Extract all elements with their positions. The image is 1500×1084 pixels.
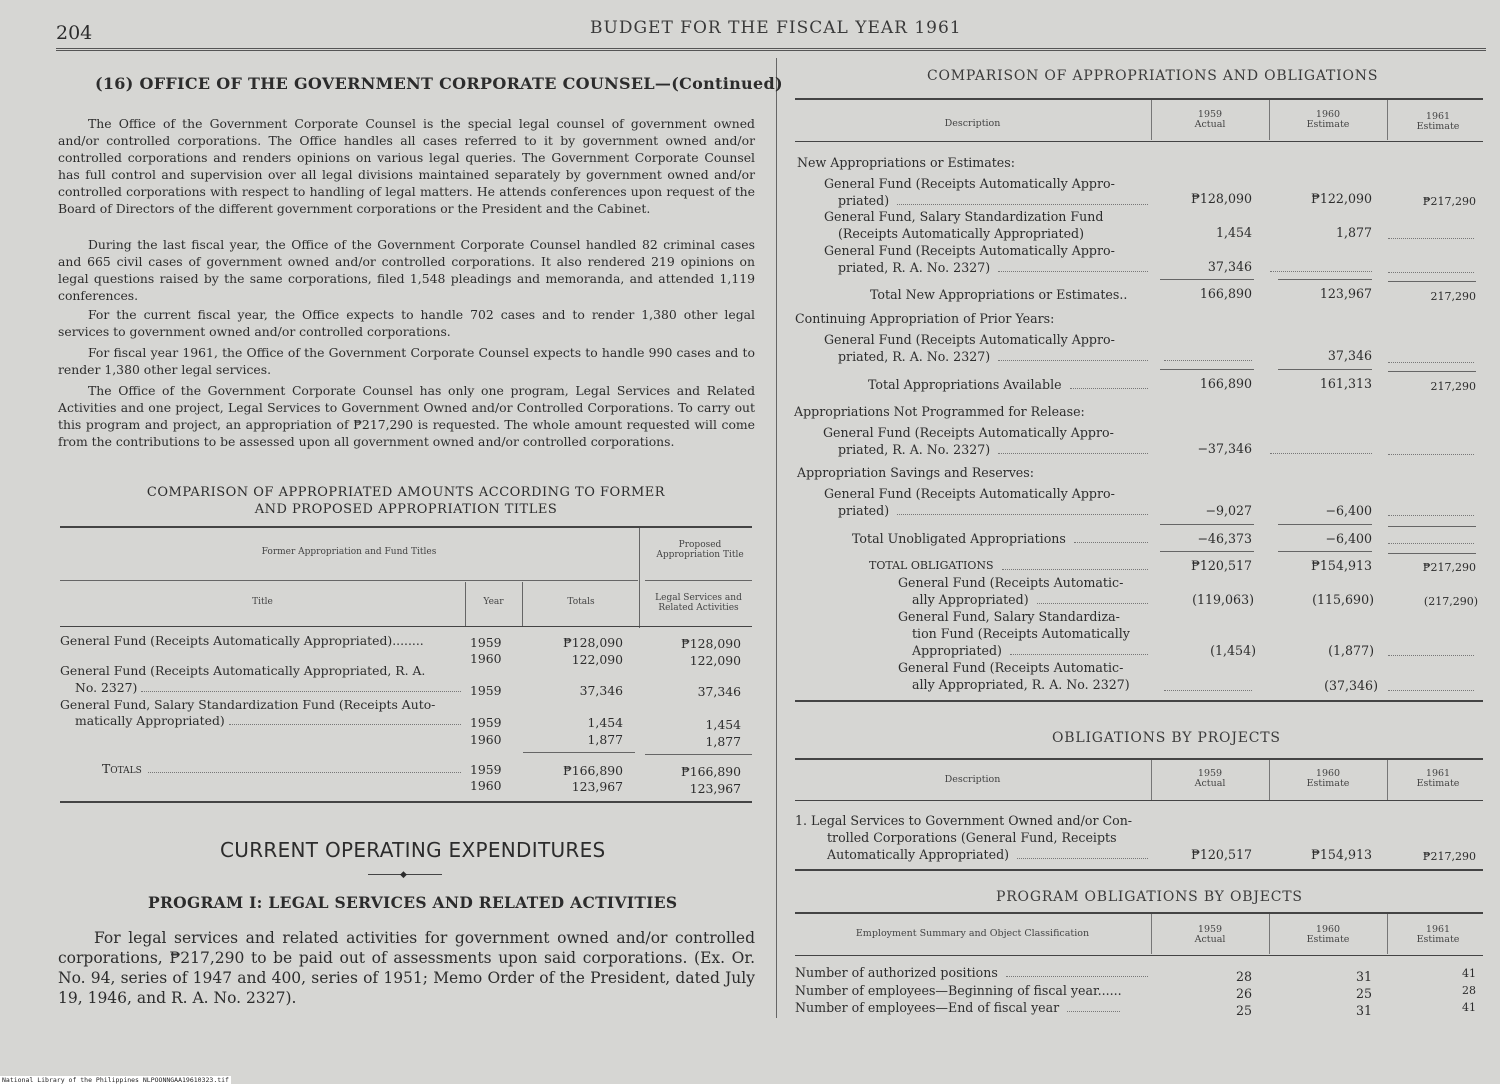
o2-1959: (1,454) bbox=[1210, 643, 1256, 658]
leader-dots bbox=[897, 502, 1148, 515]
r1-1959: ₱128,090 bbox=[1191, 191, 1252, 206]
r3-1960-blank bbox=[1270, 271, 1372, 272]
sum-rule bbox=[1160, 551, 1254, 552]
e3-1961: 41 bbox=[1462, 1001, 1476, 1014]
r4-1961-blank bbox=[1388, 362, 1474, 363]
r2-desc-b: (Receipts Automatically Appropriated) bbox=[838, 226, 1085, 241]
sum-rule bbox=[1278, 524, 1372, 525]
sum-rule bbox=[1278, 369, 1372, 370]
paragraph-1: The Office of the Government Corporate Counsel is the special legal counsel of government owned and/or controlled corporations. The Office handles all cases referred to it by government owned and/or controlled corporations and renders opinions on various legal queries. The Government Corporate Counsel has full control and supervision over all legal divisions maintained separately by government owned and/or controlled corporations with respect to handling of legal matters. He attends conferences upon request of the Board of Directors of the different government corporations or the President and the Cabinet. bbox=[58, 116, 755, 216]
obj-col-1960-year: 1960 bbox=[1315, 924, 1341, 935]
row4-legal: 1,454 bbox=[705, 717, 741, 732]
total-available-1961: 217,290 bbox=[1430, 380, 1476, 393]
comparison-title-line1: COMPARISON OF APPROPRIATED AMOUNTS ACCORDING TO FORMER bbox=[146, 485, 666, 500]
row4-year: 1959 bbox=[470, 715, 502, 730]
proj-col-1961-year: 1961 bbox=[1425, 768, 1451, 779]
o1-1961: (217,290) bbox=[1423, 595, 1478, 608]
proj-col-1961-label: Estimate bbox=[1416, 778, 1460, 789]
r4-desc-b-row bbox=[838, 348, 1148, 365]
sum-rule bbox=[523, 752, 635, 753]
r-rule bbox=[795, 758, 1483, 760]
r-rule bbox=[795, 800, 1483, 801]
r4-desc-a: General Fund (Receipts Automatically Appro- bbox=[824, 332, 1115, 347]
tot1-year: 1959 bbox=[470, 762, 502, 777]
paragraph-3: For the current fiscal year, the Office expects to handle 702 cases and to render 1,380 other legal services to government owned and/or controlled corporations. bbox=[58, 307, 755, 339]
r4-1960: 37,346 bbox=[1327, 348, 1372, 363]
total-new-1959: 166,890 bbox=[1199, 286, 1252, 301]
r5-desc-b: priated, R. A. No. 2327) bbox=[838, 442, 991, 457]
row4-total: 1,454 bbox=[587, 715, 623, 730]
tu-1961-blank bbox=[1388, 543, 1474, 544]
appropriations-table-title: COMPARISON OF APPROPRIATIONS AND OBLIGATIONS bbox=[927, 68, 1379, 84]
r-rule bbox=[795, 869, 1483, 871]
e2-1960: 25 bbox=[1355, 986, 1372, 1001]
r3-desc-b-row bbox=[838, 259, 1148, 276]
leader-dots bbox=[148, 761, 461, 773]
objects-table-title: PROGRAM OBLIGATIONS BY OBJECTS bbox=[996, 889, 1303, 905]
tot2-legal: 123,967 bbox=[689, 781, 741, 796]
tot1-legal: ₱166,890 bbox=[681, 764, 741, 779]
r1-desc-b-row bbox=[838, 192, 1148, 209]
r3-desc-b: priated, R. A. No. 2327) bbox=[838, 260, 991, 275]
e1-1960: 31 bbox=[1355, 969, 1372, 984]
row3-total: 37,346 bbox=[579, 683, 623, 698]
new-appropriations-heading: New Appropriations or Estimates: bbox=[797, 155, 1015, 170]
sum-rule bbox=[1388, 526, 1476, 527]
total-available-1960: 161,313 bbox=[1319, 376, 1372, 391]
head-legal: Legal Services and Related Activities bbox=[655, 593, 742, 613]
leader-dots bbox=[998, 441, 1148, 454]
p1-desc-c-row bbox=[827, 846, 1148, 863]
paragraph-4: For fiscal year 1961, the Office of the Government Corporate Counsel expects to handle 990 cases and to render 1,380 other legal services. bbox=[58, 345, 755, 377]
r2-1960: 1,877 bbox=[1335, 225, 1372, 240]
leader-dots bbox=[229, 713, 461, 725]
r5-1961-blank bbox=[1388, 454, 1474, 455]
tot2-year: 1960 bbox=[470, 778, 502, 793]
total-obligations-1960: ₱154,913 bbox=[1311, 558, 1372, 573]
total-obligations-label: TOTAL OBLIGATIONS bbox=[869, 559, 994, 572]
p1-1961: ₱217,290 bbox=[1422, 850, 1476, 863]
e1-row bbox=[795, 964, 1148, 981]
e1-1959: 28 bbox=[1235, 969, 1252, 984]
proj-col-1960-label: Estimate bbox=[1306, 778, 1350, 789]
leader-dots bbox=[1074, 530, 1148, 543]
r4-1959-blank bbox=[1164, 360, 1252, 361]
r-rule bbox=[795, 955, 1483, 956]
total-new-1961: 217,290 bbox=[1430, 290, 1476, 303]
row2-legal: 122,090 bbox=[689, 653, 741, 668]
leader-dots bbox=[897, 192, 1148, 205]
e2-label: Number of employees—Beginning of fiscal year...... bbox=[795, 983, 1122, 998]
total-obligations-1961: ₱217,290 bbox=[1422, 561, 1476, 574]
obj-col-1961-year: 1961 bbox=[1425, 924, 1451, 935]
col-1960-year: 1960 bbox=[1315, 109, 1341, 120]
leader-dots bbox=[1017, 846, 1148, 859]
total-unobligated-label: Total Unobligated Appropriations bbox=[852, 531, 1066, 546]
e2-1961: 28 bbox=[1462, 984, 1476, 997]
o2-desc-b: tion Fund (Receipts Automatically bbox=[912, 626, 1130, 641]
sub-rule-right bbox=[645, 580, 752, 581]
row3-title2-text: No. 2327) bbox=[75, 680, 138, 695]
o3-1961-blank bbox=[1388, 690, 1474, 691]
r3-1961-blank bbox=[1388, 272, 1474, 273]
p1-desc-c: Automatically Appropriated) bbox=[827, 847, 1010, 862]
ornament-diamond-icon: ◆ bbox=[400, 870, 407, 880]
r6-desc-a: General Fund (Receipts Automatically Appro- bbox=[824, 486, 1115, 501]
col-1959 bbox=[1152, 110, 1268, 130]
p1-1959: ₱120,517 bbox=[1191, 847, 1252, 862]
e1-1961: 41 bbox=[1462, 967, 1476, 980]
head-year: Year bbox=[483, 597, 504, 607]
row2-total: 122,090 bbox=[571, 652, 623, 667]
head-title: Title bbox=[252, 597, 273, 607]
proj-col-description: Description bbox=[944, 774, 1001, 785]
total-unobligated-1960: −6,400 bbox=[1325, 531, 1372, 546]
o2-1961-blank bbox=[1388, 655, 1474, 656]
sum-rule bbox=[1160, 369, 1254, 370]
r-rule bbox=[795, 98, 1483, 100]
program-text: For legal services and related activities for government owned and/or controlled corporations, ₱217,290 to be paid out of assessments upon said corporations. (Ex. Or. No. 94, series of 1947 and 400, series of 1951; Memo Order of the President, dated July 19, 1946, and R. A. No. 2327). bbox=[58, 929, 755, 1007]
sum-rule bbox=[1388, 281, 1476, 282]
total-obligations-row bbox=[869, 557, 1148, 574]
row4-title: General Fund, Salary Standardization Fund (Receipts Auto- bbox=[60, 697, 436, 712]
o2-desc-c-row bbox=[912, 642, 1148, 659]
sum-rule bbox=[1160, 524, 1254, 525]
sub-rule bbox=[60, 580, 638, 581]
e3-1959: 25 bbox=[1235, 1003, 1252, 1018]
obj-col-1960-label: Estimate bbox=[1306, 934, 1350, 945]
proj-col-1959-label: Actual bbox=[1194, 778, 1226, 789]
r1-1960: ₱122,090 bbox=[1311, 191, 1372, 206]
r1-desc-b: priated) bbox=[838, 193, 890, 208]
row5-year: 1960 bbox=[470, 732, 502, 747]
program-title: PROGRAM I: LEGAL SERVICES AND RELATED ACTIVITIES bbox=[148, 893, 678, 912]
o1-1959: (119,063) bbox=[1192, 592, 1254, 607]
row5-legal: 1,877 bbox=[705, 734, 741, 749]
col-description: Description bbox=[944, 118, 1001, 129]
r3-1959: 37,346 bbox=[1207, 259, 1252, 274]
proj-col-1959-year: 1959 bbox=[1197, 768, 1223, 779]
proj-col-1960 bbox=[1270, 769, 1386, 789]
paragraph-2: During the last fiscal year, the Office of the Government Corporate Counsel handled 82 criminal cases and 665 civil cases of government owned and/or controlled corporations. It also rendered 219 opinions on legal questions raised by the same corporations, filed 1,548 pleadings and memoranda, and attended 1,119 conferences. bbox=[58, 237, 755, 303]
row3-year: 1959 bbox=[470, 683, 502, 698]
p1-desc-b: trolled Corporations (General Fund, Receipts bbox=[827, 830, 1117, 845]
o3-1959-blank bbox=[1164, 690, 1252, 691]
row4-title2-text: matically Appropriated) bbox=[75, 713, 225, 728]
header-rule bbox=[56, 48, 1486, 51]
o3-desc-a: General Fund (Receipts Automatic- bbox=[898, 660, 1124, 675]
row5-total: 1,877 bbox=[587, 732, 623, 747]
total-obligations-1959: ₱120,517 bbox=[1191, 558, 1252, 573]
total-available-label: Total Appropriations Available bbox=[868, 377, 1062, 392]
proj-col-1959 bbox=[1152, 769, 1268, 789]
sum-rule bbox=[645, 754, 752, 755]
sum-rule bbox=[1388, 371, 1476, 372]
row4-title2 bbox=[75, 713, 465, 729]
r1-1961: ₱217,290 bbox=[1422, 195, 1476, 208]
r5-desc-a: General Fund (Receipts Automatically Appro- bbox=[823, 425, 1114, 440]
not-programmed-heading: Appropriations Not Programmed for Release: bbox=[794, 404, 1085, 419]
r3-desc-a: General Fund (Receipts Automatically Appro- bbox=[824, 243, 1115, 258]
leader-dots bbox=[1037, 591, 1148, 604]
o1-desc-a: General Fund (Receipts Automatic- bbox=[898, 575, 1124, 590]
r5-1959: −37,346 bbox=[1197, 441, 1252, 456]
r6-1960: −6,400 bbox=[1325, 503, 1372, 518]
total-unobligated-1959: −46,373 bbox=[1197, 531, 1252, 546]
totals-label: Totals bbox=[102, 761, 142, 776]
total-available-1959: 166,890 bbox=[1199, 376, 1252, 391]
continuing-heading: Continuing Appropriation of Prior Years: bbox=[795, 311, 1055, 326]
head-former: Former Appropriation and Fund Titles bbox=[261, 547, 437, 557]
leader-dots bbox=[1067, 999, 1120, 1012]
e3-label: Number of employees—End of fiscal year bbox=[795, 1000, 1060, 1015]
total-new-label: Total New Appropriations or Estimates.. bbox=[870, 287, 1128, 302]
row1-total: ₱128,090 bbox=[563, 635, 623, 650]
sum-rule bbox=[1160, 279, 1254, 280]
r2-1961-blank bbox=[1388, 238, 1474, 239]
col-1961 bbox=[1388, 112, 1488, 132]
r-rule bbox=[795, 912, 1483, 914]
total-new-1960: 123,967 bbox=[1319, 286, 1372, 301]
o1-1960: (115,690) bbox=[1312, 592, 1374, 607]
row3-title: General Fund (Receipts Automatically Appropriated, R. A. bbox=[60, 663, 426, 678]
savings-heading: Appropriation Savings and Reserves: bbox=[797, 465, 1034, 480]
proj-col-1961 bbox=[1388, 769, 1488, 789]
r-rule bbox=[795, 700, 1483, 702]
r6-desc-b-row bbox=[838, 502, 1148, 519]
obj-col-1961 bbox=[1388, 925, 1488, 945]
row3-title2 bbox=[75, 680, 465, 696]
o2-desc-c: Appropriated) bbox=[912, 643, 1002, 658]
col-1959-label: Actual bbox=[1194, 119, 1226, 130]
e1-label: Number of authorized positions bbox=[795, 965, 998, 980]
head-totals: Totals bbox=[567, 597, 595, 607]
totals-label-row bbox=[102, 761, 465, 777]
col-employment: Employment Summary and Object Classification bbox=[855, 928, 1090, 939]
comparison-title-line2: AND PROPOSED APPROPRIATION TITLES bbox=[254, 502, 558, 517]
sum-rule bbox=[1388, 553, 1476, 554]
obj-col-1959 bbox=[1152, 925, 1268, 945]
o1-desc-b-row bbox=[912, 591, 1148, 608]
obj-col-1959-year: 1959 bbox=[1197, 924, 1223, 935]
row2-year: 1960 bbox=[470, 651, 502, 666]
leader-dots bbox=[1070, 376, 1148, 389]
e3-1960: 31 bbox=[1355, 1003, 1372, 1018]
comparison-title bbox=[60, 484, 752, 518]
r5-desc-b-row bbox=[838, 441, 1148, 458]
tot1-total: ₱166,890 bbox=[563, 763, 623, 778]
p1-1960: ₱154,913 bbox=[1311, 847, 1372, 862]
running-head: BUDGET FOR THE FISCAL YEAR 1961 bbox=[590, 18, 962, 38]
o1-desc-b: ally Appropriated) bbox=[912, 592, 1029, 607]
proj-col-1960-year: 1960 bbox=[1315, 768, 1341, 779]
obj-col-1960 bbox=[1270, 925, 1386, 945]
leader-dots bbox=[1006, 964, 1148, 977]
section-title: (16) OFFICE OF THE GOVERNMENT CORPORATE COUNSEL—(Continued) bbox=[95, 74, 783, 93]
o2-desc-a: General Fund, Salary Standardiza- bbox=[898, 609, 1120, 624]
head-proposed: Proposed Appropriation Title bbox=[656, 540, 744, 560]
table-top-rule bbox=[60, 526, 752, 528]
e3-row bbox=[795, 999, 1120, 1016]
scan-footer: National Library of the Philippines NLPOONNGAA19610323.tif bbox=[2, 1076, 229, 1084]
head-bottom-rule bbox=[60, 626, 752, 627]
leader-dots bbox=[998, 259, 1148, 272]
row1-legal: ₱128,090 bbox=[681, 636, 741, 651]
sum-rule bbox=[1278, 279, 1372, 280]
col-1960 bbox=[1270, 110, 1386, 130]
r1-desc-a: General Fund (Receipts Automatically Appro- bbox=[824, 176, 1115, 191]
e2-1959: 26 bbox=[1235, 986, 1252, 1001]
r-rule bbox=[795, 141, 1483, 142]
obj-col-1961-label: Estimate bbox=[1416, 934, 1460, 945]
column-divider bbox=[776, 58, 777, 1018]
r4-desc-b: priated, R. A. No. 2327) bbox=[838, 349, 991, 364]
obj-col-1959-label: Actual bbox=[1194, 934, 1226, 945]
o3-1960: (37,346) bbox=[1324, 678, 1378, 693]
o3-desc-b: ally Appropriated, R. A. No. 2327) bbox=[912, 677, 1130, 692]
col-1960-label: Estimate bbox=[1306, 119, 1350, 130]
r6-desc-b: priated) bbox=[838, 503, 890, 518]
col-1959-year: 1959 bbox=[1197, 109, 1223, 120]
r5-1960-blank bbox=[1270, 453, 1372, 454]
table-bottom-rule bbox=[60, 801, 752, 803]
r2-1959: 1,454 bbox=[1215, 225, 1252, 240]
col-1961-year: 1961 bbox=[1425, 111, 1451, 122]
r6-1959: −9,027 bbox=[1205, 503, 1252, 518]
leader-dots bbox=[141, 680, 461, 692]
o2-1960: (1,877) bbox=[1328, 643, 1374, 658]
r2-desc-a: General Fund, Salary Standardization Fund bbox=[824, 209, 1104, 224]
col-rule bbox=[639, 528, 640, 628]
col-1961-label: Estimate bbox=[1416, 121, 1460, 132]
current-operating-heading: CURRENT OPERATING EXPENDITURES bbox=[220, 838, 606, 862]
r6-1961-blank bbox=[1388, 515, 1474, 516]
leader-dots bbox=[998, 348, 1148, 361]
total-unobligated-row bbox=[852, 530, 1148, 547]
paragraph-5: The Office of the Government Corporate Counsel has only one program, Legal Services and Related Activities and one project, Legal Services to Government Owned and/or Controlled Corporations. To carry out this program and project, an appropriation of ₱217,290 is requested. The whole amount requested will come from the contributions to be assessed upon all government owned and/or controlled corporations. bbox=[58, 383, 755, 449]
tot2-total: 123,967 bbox=[571, 779, 623, 794]
leader-dots bbox=[1002, 557, 1148, 570]
total-available-row bbox=[868, 376, 1148, 393]
row1-title: General Fund (Receipts Automatically Appropriated)........ bbox=[60, 633, 424, 648]
row1-year: 1959 bbox=[470, 635, 502, 650]
p1-desc-a: 1. Legal Services to Government Owned and/or Con- bbox=[795, 813, 1133, 828]
leader-dots bbox=[1010, 642, 1148, 655]
projects-table-title: OBLIGATIONS BY PROJECTS bbox=[1052, 730, 1281, 746]
page-number: 204 bbox=[56, 22, 93, 44]
sum-rule bbox=[1278, 551, 1372, 552]
row3-legal: 37,346 bbox=[697, 684, 741, 699]
